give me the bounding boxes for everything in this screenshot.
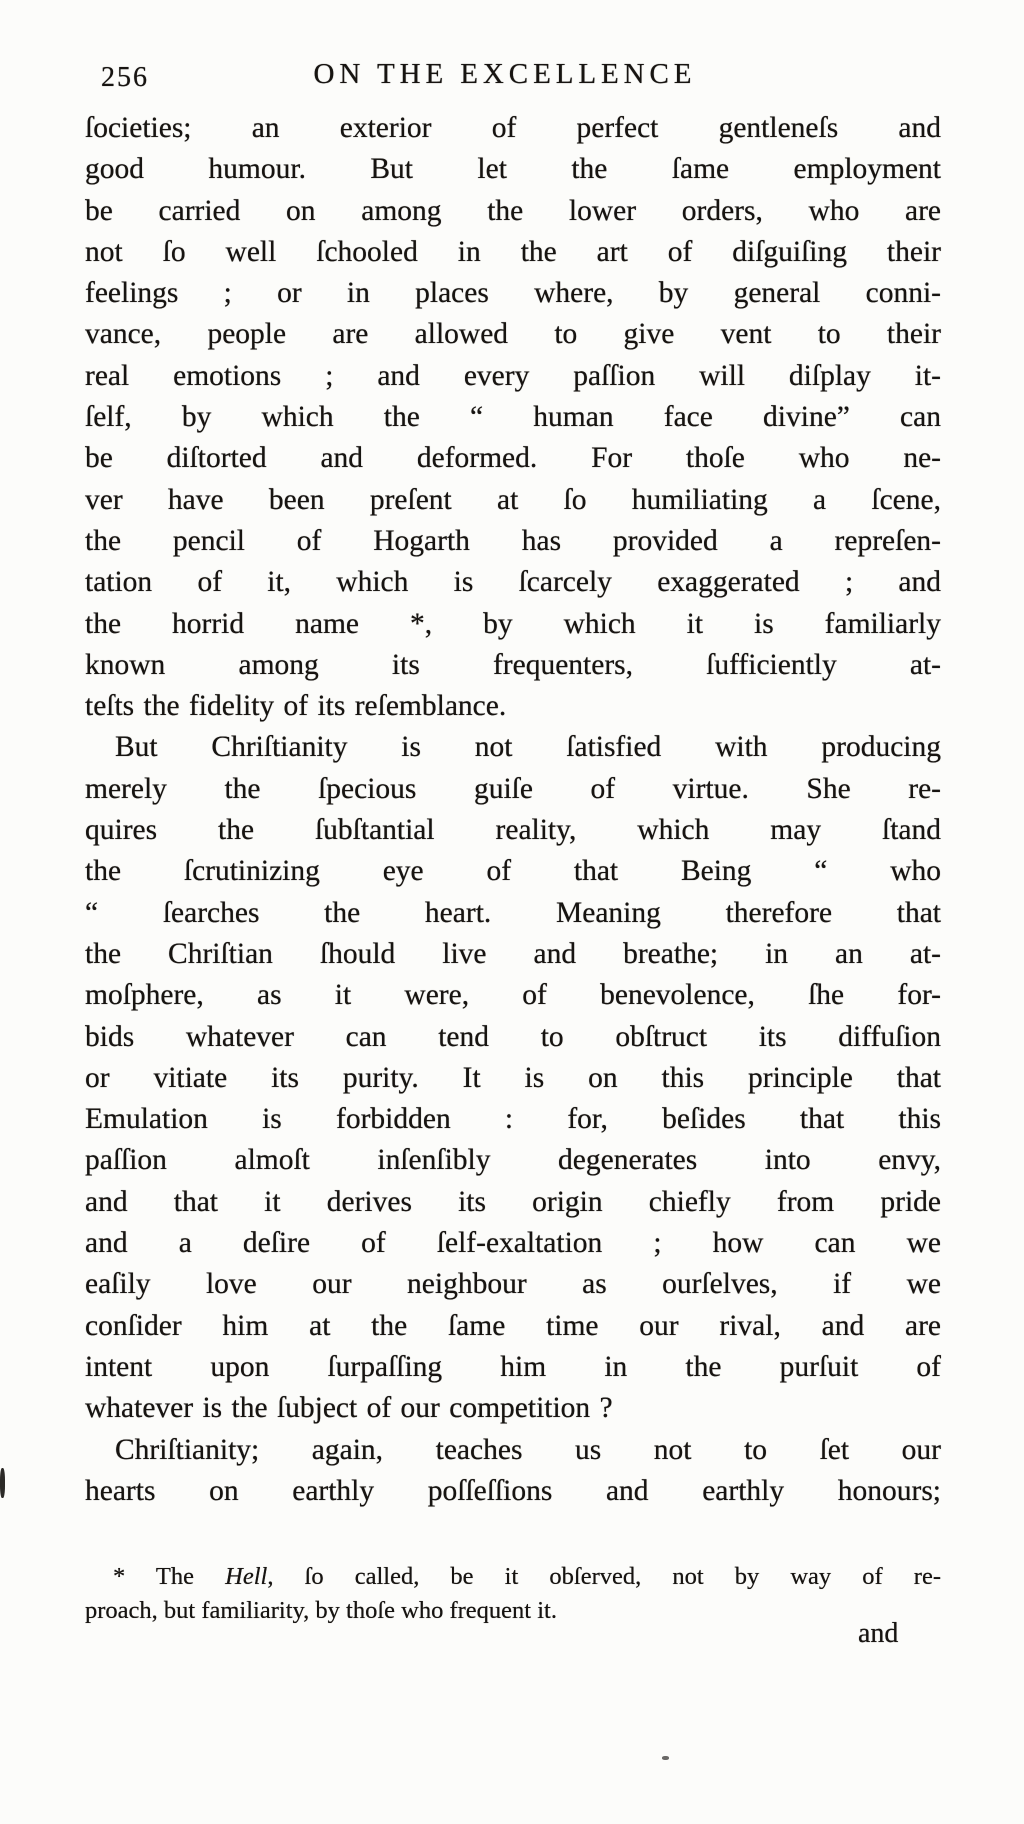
body-line: Chriſtianity; again, teaches us not to ſet our [115,1433,941,1466]
body-line: tation of it, which is ſcarcely exaggerated ; and [85,566,941,599]
page-header [85,58,941,102]
body-line: moſphere, as it were, of benevolence, ſhe for- [85,979,941,1012]
body-line: known among its frequenters, ſufficiently at- [85,648,941,681]
body-line: not ſo well ſchooled in the art of diſguiſing their [85,235,941,268]
body-line: be carried on among the lower orders, who are [85,194,941,227]
running-title: ON THE EXCELLENCE [313,58,697,90]
body-line: Emulation is forbidden : for, beſides that this [85,1103,941,1136]
body-line: quires the ſubſtantial reality, which may ſtand [85,814,941,847]
body-line: good humour. But let the ſame employment [85,153,941,186]
footnote-line-2: proach, but familiarity, by thoſe who frequent it. [85,1597,557,1624]
scan-speck [662,1756,669,1760]
footnote-marker: * [113,1563,126,1590]
catchword: and [858,1618,899,1649]
body-line: merely the ſpecious guiſe of virtue. She re- [85,772,941,805]
body-line: the ſcrutinizing eye of that Being “ who [85,855,941,888]
body-line: and that it derives its origin chiefly from pride [85,1185,941,1218]
footnote-line-1 [85,1560,941,1594]
body-line: ſocieties; an exterior of perfect gentleneſs and [85,112,941,144]
body-line: intent upon ſurpaſſing him in the purſuit of [85,1350,941,1383]
body-line: eaſily love our neighbour as ourſelves, if we [85,1268,941,1301]
footnote [85,1560,941,1628]
body-line: real emotions ; and every paſſion will diſplay it- [85,359,941,392]
body-line: ver have been preſent at ſo humiliating a ſcene, [85,483,941,516]
body-line: hearts on earthly poſſeſſions and earthly honours; [85,1474,941,1507]
body-line: be diſtorted and deformed. For thoſe who ne- [85,442,941,475]
body-line: feelings ; or in places where, by general conni- [85,277,941,310]
body-line: But Chriſtianity is not ſatisfied with producing [115,731,941,764]
footnote-text-rest: , ſo called, be it obſerved, not by way of re- [267,1563,941,1590]
text-block [85,108,941,1512]
body-line: teſts the fidelity of its reſemblance. [85,690,507,723]
body-line: the Chriſtian ſhould live and breathe; in an at- [85,937,941,970]
body-line: the horrid name *, by which it is familiarly [85,607,941,640]
body-line: whatever is the ſubject of our competition ? [85,1392,613,1425]
body-line: and a deſire of ſelf-exaltation ; how can we [85,1227,941,1260]
body-line: vance, people are allowed to give vent to their [85,318,941,351]
page-number: 256 [101,62,149,93]
body-line: the pencil of Hogarth has provided a repreſen- [85,524,941,557]
body-line: paſſion almoſt inſenſibly degenerates into envy, [85,1144,941,1177]
scan-speck [0,1468,5,1498]
body-line: conſider him at the ſame time our rival, and are [85,1309,941,1342]
body-line: “ ſearches the heart. Meaning therefore that [85,896,941,929]
footnote-italic-word: Hell [225,1563,268,1590]
footnote-text-pre: The [125,1563,226,1590]
body-line: bids whatever can tend to obſtruct its diffuſion [85,1020,941,1053]
body-line: or vitiate its purity. It is on this principle that [85,1061,941,1094]
body-line: ſelf, by which the “ human face divine” can [85,401,941,434]
